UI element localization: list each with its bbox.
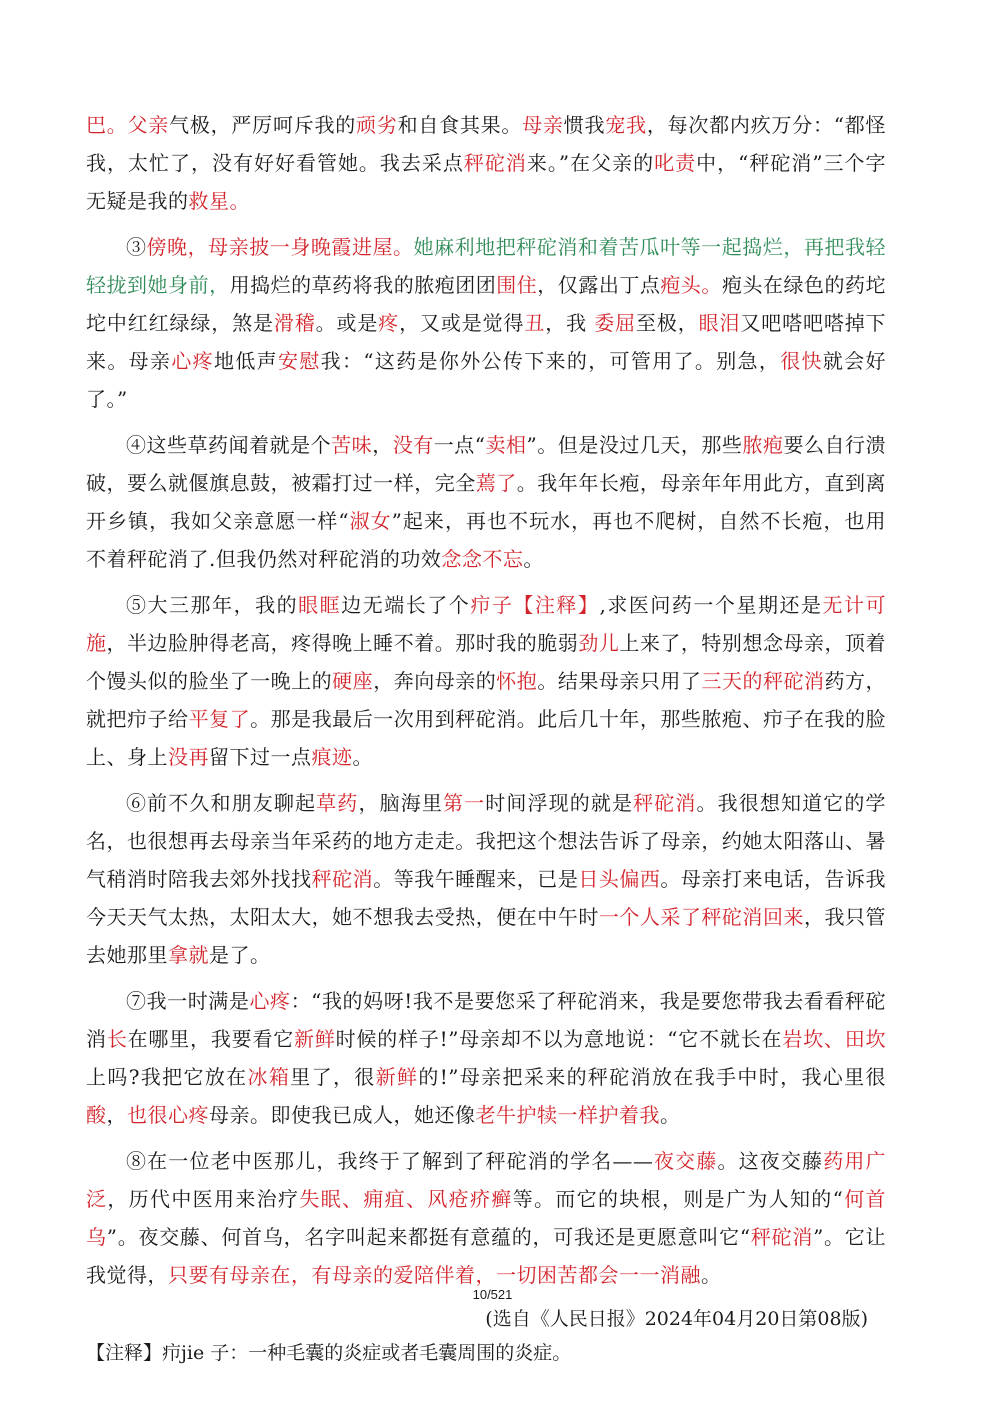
text-run: ”。夜交藤、何首乌，名字叫起来都挺有意蕴的，可我还是更愿意叫它“ bbox=[106, 1225, 751, 1249]
highlight-red: 长 bbox=[106, 1027, 128, 1051]
text-run: ③ bbox=[126, 235, 147, 259]
highlight-green: 她麻利地把秤砣消和着苦瓜叶等一起捣烂，再把我轻轻拢到她身前， bbox=[86, 235, 887, 297]
text-run: 里了，很 bbox=[290, 1065, 376, 1089]
highlight-red: 巴。 bbox=[86, 113, 128, 137]
highlight-red: 淑女 bbox=[349, 509, 392, 533]
text-run: 。或是 bbox=[315, 311, 379, 335]
highlight-red: 秤砣消 bbox=[750, 1225, 814, 1249]
text-run: 气极，严厉呵斥我的 bbox=[169, 113, 357, 137]
source-citation: (选自《人民日报》2024年04月20日第08版) bbox=[485, 1308, 868, 1330]
highlight-red: 老牛护犊一样护着我 bbox=[475, 1103, 660, 1127]
highlight-red: 秤砣消 bbox=[463, 151, 527, 175]
text-run: 。我年年长疱，母亲年年用此方，直到离开乡镇，我如父亲意愿一样“ bbox=[86, 471, 887, 533]
text-run: ，又或是觉得 bbox=[399, 311, 525, 335]
text-run: ”起来，再也不玩水，再也不爬树，自然不长疱，也用不着秤砣消了.但我仍然对秤砣消的功效 bbox=[86, 509, 887, 571]
highlight-red: 傍晚，母亲披一身晚霞进屋。 bbox=[146, 235, 414, 259]
text-run: 用捣烂的草药将我的脓疱团团 bbox=[229, 273, 497, 297]
highlight-red: 失眠、痈疽、风疮疥癣 bbox=[299, 1187, 513, 1211]
highlight-red: 委屈 bbox=[594, 311, 636, 335]
highlight-red: 第一 bbox=[442, 791, 486, 815]
text-run: 来。”在父亲的 bbox=[526, 151, 655, 175]
text-run: 地低声 bbox=[214, 349, 278, 373]
highlight-red: 父亲 bbox=[127, 113, 170, 137]
highlight-red: 酸 bbox=[86, 1103, 107, 1127]
text-run: 药方，就把疖子给 bbox=[86, 669, 887, 731]
text-run: 。母亲打来电话，告诉我今天天气太热，太阳太大，她不想我去受热，便在中午时 bbox=[86, 867, 887, 929]
text-run: ，半边脸肿得老高，疼得晚上睡不着。那时我的脆弱 bbox=[106, 631, 579, 655]
text-run: 我：“这药是你外公传下来的，可管用了。别急， bbox=[320, 349, 781, 373]
text-run: ”。但是没过几天，那些 bbox=[526, 433, 743, 457]
highlight-red: 心疼 bbox=[249, 989, 291, 1013]
text-run: 时间浮现的就是 bbox=[485, 791, 634, 815]
text-run: ，历代中医用来治疗 bbox=[107, 1187, 300, 1211]
text-run: 要么自行溃破，要么就偃旗息鼓，被霜打过一样，完全 bbox=[86, 433, 887, 495]
text-run: ,求医问药一个星期还是 bbox=[599, 593, 823, 617]
highlight-red: 痕迹 bbox=[311, 745, 353, 769]
highlight-red: 秤砣消 bbox=[633, 791, 697, 815]
text-run: 在哪里，我要看它 bbox=[127, 1027, 295, 1051]
text-run: 。等我午睡醒来，已是 bbox=[373, 867, 579, 891]
highlight-red: 拿就 bbox=[168, 943, 209, 967]
highlight-red: 药用广泛 bbox=[86, 1149, 887, 1211]
text-run: ⑧在一位老中医那儿，我终于了解到了秤砣消的学名—— bbox=[126, 1149, 654, 1173]
highlight-red: 疖子 bbox=[470, 593, 514, 617]
highlight-red: 草药 bbox=[316, 791, 359, 815]
paragraph-3 bbox=[86, 228, 886, 418]
paragraph-5 bbox=[86, 586, 886, 776]
text-run: ：“我的妈呀!我不是要您采了秤砣消来，我是要您带我去看看秤砣消 bbox=[86, 989, 887, 1051]
highlight-red: 安慰 bbox=[278, 349, 321, 373]
text-run: ，仅露出丁点 bbox=[537, 273, 661, 297]
text-run: 上吗?我把它放在 bbox=[86, 1065, 248, 1089]
text-run: 和自食其果。 bbox=[397, 113, 523, 137]
paragraph-7 bbox=[86, 982, 886, 1134]
text-run: 母亲。即使我已成人，她还像 bbox=[209, 1103, 476, 1127]
text-run: 留下过一点 bbox=[209, 745, 312, 769]
text-run: ，每次都内疚万分：“都怪我，太忙了，没有好好看管她。我去采点 bbox=[86, 113, 887, 175]
text-run: ⑦我一时满是 bbox=[126, 989, 250, 1013]
highlight-red: 一个人采了秤砣消回来 bbox=[598, 905, 804, 929]
paragraph-2 bbox=[86, 106, 886, 220]
text-run: 。 bbox=[352, 745, 373, 769]
annotation-note: 【注释】疖jie 子：一种毛囊的炎症或者毛囊周围的炎症。 bbox=[86, 1342, 572, 1364]
text-run: 惯我 bbox=[563, 113, 606, 137]
text-run: ⑥前不久和朋友聊起 bbox=[126, 791, 317, 815]
highlight-red: 围住 bbox=[496, 273, 538, 297]
text-run: ④这些草药闻着就是个 bbox=[126, 433, 332, 457]
highlight-red: 新鲜 bbox=[294, 1027, 336, 1051]
text-run: 上来了，特别想念母亲，顶着个馒头似的脸坐了一晚上的 bbox=[86, 631, 887, 693]
highlight-red: 日头偏西 bbox=[578, 867, 661, 891]
highlight-red: 疼 bbox=[378, 311, 400, 335]
highlight-red: 很快 bbox=[780, 349, 823, 373]
highlight-red: 叱责 bbox=[654, 151, 697, 175]
highlight-red: 没有 bbox=[392, 433, 434, 457]
text-run: ”。它让我觉得， bbox=[86, 1225, 887, 1287]
text-run: ， bbox=[372, 433, 393, 457]
text-run: 。那是我最后一次用到秤砣消。此后几十年，那些脓疱、疖子在我的脸上、身上 bbox=[86, 707, 887, 769]
highlight-red: 救星。 bbox=[188, 189, 250, 213]
article-body bbox=[86, 106, 886, 1370]
highlight-red: 何首乌 bbox=[86, 1187, 887, 1249]
highlight-red: 无计可施 bbox=[86, 593, 887, 655]
highlight-red: 丑 bbox=[524, 311, 546, 335]
highlight-red: 劲儿 bbox=[578, 631, 620, 655]
text-run: 时候的样子!”母亲却不以为意地说：“它不就长在 bbox=[335, 1027, 783, 1051]
text-run: 就会好了。” bbox=[86, 349, 887, 411]
text-run: 又吧嗒吧嗒掉下来。母亲 bbox=[86, 311, 887, 373]
text-run: ，奔向母亲的 bbox=[373, 669, 497, 693]
highlight-red: 只要有母亲在，有母亲的爱陪伴着，一切困苦都会一一消融 bbox=[168, 1263, 701, 1287]
text-run: ，脑海里 bbox=[358, 791, 443, 815]
text-run: 。 bbox=[660, 1103, 681, 1127]
highlight-red: 硬座 bbox=[332, 669, 374, 693]
highlight-red: 冰箱 bbox=[247, 1065, 291, 1089]
text-run: 。 bbox=[701, 1263, 722, 1287]
highlight-red: 滑稽 bbox=[273, 311, 316, 335]
text-run: 。 bbox=[523, 547, 544, 571]
highlight-red: 也很心疼 bbox=[127, 1103, 209, 1127]
highlight-red: 三天的秤砣消 bbox=[701, 669, 825, 693]
highlight-red: 苦味 bbox=[331, 433, 373, 457]
highlight-red: 岩坎、田坎 bbox=[782, 1027, 887, 1051]
highlight-red: 顽劣 bbox=[356, 113, 398, 137]
paragraph-4 bbox=[86, 426, 886, 578]
highlight-red: 念念不忘 bbox=[441, 547, 524, 571]
highlight-red: 没再 bbox=[168, 745, 209, 769]
highlight-red: 【注释】 bbox=[513, 593, 600, 617]
text-run: 一点“ bbox=[433, 433, 486, 457]
page-number: 10/521 bbox=[472, 1287, 513, 1302]
text-run: 等。而它的块根，则是广为人知的“ bbox=[512, 1187, 844, 1211]
highlight-red: 母亲 bbox=[522, 113, 564, 137]
text-run: 的!”母亲把采来的秤砣消放在我手中时，我心里很 bbox=[418, 1065, 886, 1089]
highlight-red: 平复了 bbox=[188, 707, 251, 731]
highlight-red: 眼泪 bbox=[698, 311, 741, 335]
text-run: ⑤大三那年，我的 bbox=[126, 593, 299, 617]
highlight-red: 怀抱 bbox=[496, 669, 538, 693]
highlight-red: 卖相 bbox=[485, 433, 527, 457]
text-run: 。我很想知道它的学名，也很想再去母亲当年采药的地方走走。我把这个想法告诉了母亲，约她太阳落山、暑气稍消时陪我去郊外找找 bbox=[86, 791, 887, 891]
highlight-red: 新鲜 bbox=[375, 1065, 419, 1089]
text-run: 是了。 bbox=[209, 943, 271, 967]
highlight-red: 蔫了 bbox=[475, 471, 517, 495]
text-run: 。结果母亲只用了 bbox=[537, 669, 702, 693]
text-run: 。这夜交藤 bbox=[717, 1149, 824, 1173]
paragraph-8 bbox=[86, 1142, 886, 1294]
highlight-red: 夜交藤 bbox=[653, 1149, 718, 1173]
text-run: 中，“秤砣消”三个字无疑是我的 bbox=[86, 151, 887, 213]
text-run: ，我 bbox=[545, 311, 595, 335]
paragraph-6 bbox=[86, 784, 886, 974]
text-run: 至极， bbox=[635, 311, 699, 335]
highlight-red: 宠我 bbox=[605, 113, 647, 137]
text-run: 边无端长了个 bbox=[341, 593, 471, 617]
highlight-red: 秤砣消 bbox=[311, 867, 374, 891]
highlight-red: 脓疱 bbox=[742, 433, 784, 457]
text-run: ，我只管去她那里 bbox=[86, 905, 887, 967]
highlight-red: 眼眶 bbox=[298, 593, 342, 617]
highlight-red: 心疼 bbox=[171, 349, 214, 373]
text-run: ， bbox=[106, 1103, 127, 1127]
text-run: 疱头在绿色的药坨坨中红红绿绿，煞是 bbox=[86, 273, 887, 335]
highlight-red: 疱头。 bbox=[660, 273, 722, 297]
